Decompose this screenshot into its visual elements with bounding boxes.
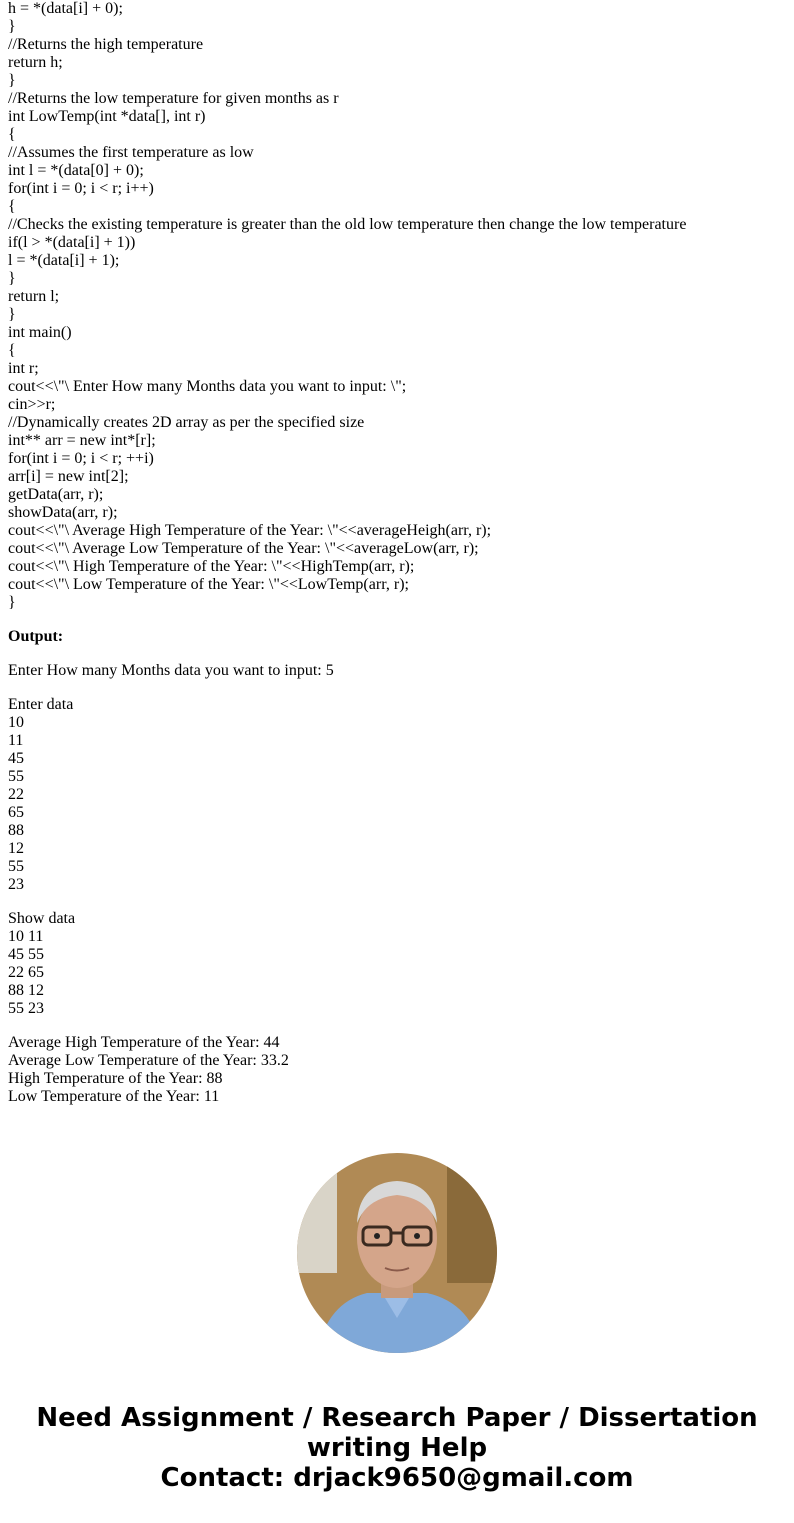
output-line: 12: [8, 840, 24, 857]
document-body: [8, 0, 686, 1106]
footer-line-1: Need Assignment / Research Paper / Dissertation: [36, 1403, 758, 1433]
code-line: l = *(data[i] + 1);: [8, 252, 120, 269]
output-line: 22: [8, 786, 24, 803]
code-line: //Assumes the first temperature as low: [8, 144, 254, 161]
output-heading: Output:: [8, 628, 64, 645]
result-line: Low Temperature of the Year: 11: [8, 1088, 220, 1105]
code-line: int LowTemp(int *data[], int r): [8, 108, 206, 125]
output-line: Show data: [8, 910, 76, 927]
code-line: //Returns the high temperature: [8, 36, 204, 53]
code-line: }: [8, 270, 16, 287]
code-line: {: [8, 126, 16, 143]
code-line: int** arr = new int*[r];: [8, 432, 156, 449]
output-line: 23: [8, 876, 24, 893]
output-line: Enter data: [8, 696, 74, 713]
output-line: 10 11: [8, 928, 44, 945]
code-line: cin>>r;: [8, 396, 56, 413]
code-line: }: [8, 306, 16, 323]
output-line: 88: [8, 822, 24, 839]
output-line: 88 12: [8, 982, 44, 999]
code-line: arr[i] = new int[2];: [8, 468, 129, 485]
results-block: [8, 1034, 686, 1106]
code-line: int main(): [8, 324, 72, 341]
code-line: for(int i = 0; i < r; ++i): [8, 450, 154, 467]
code-line: cout<<\"\ Enter How many Months data you want to input: \";: [8, 378, 407, 395]
output-line: 45 55: [8, 946, 44, 963]
result-line: Average High Temperature of the Year: 44: [8, 1034, 280, 1051]
output-line: 10: [8, 714, 24, 731]
code-line: }: [8, 18, 16, 35]
code-line: cout<<\"\ Average High Temperature of the Year: \"<<averageHeigh(arr, r);: [8, 522, 492, 539]
code-line: //Dynamically creates 2D array as per the specified size: [8, 414, 365, 431]
enter-data-block: [8, 696, 686, 894]
output-line: 65: [8, 804, 24, 821]
code-line: getData(arr, r);: [8, 486, 104, 503]
code-line: if(l > *(data[i] + 1)): [8, 234, 136, 251]
code-line: return h;: [8, 54, 63, 71]
code-line: //Checks the existing temperature is greater than the old low temperature then change the low temperature: [8, 216, 687, 233]
output-line: 55 23: [8, 1000, 44, 1017]
code-line: cout<<\"\ Low Temperature of the Year: \"<<LowTemp(arr, r);: [8, 576, 409, 593]
code-line: cout<<\"\ High Temperature of the Year: \"<<HighTemp(arr, r);: [8, 558, 415, 575]
footer-banner: [0, 1403, 794, 1493]
code-line: showData(arr, r);: [8, 504, 118, 521]
portrait-image: [297, 1153, 497, 1353]
footer-contact: Contact: drjack9650@gmail.com: [160, 1463, 634, 1493]
code-line: return l;: [8, 288, 60, 305]
code-line: int r;: [8, 360, 39, 377]
code-line: }: [8, 72, 16, 89]
prompt-line: Enter How many Months data you want to input: 5: [8, 662, 334, 679]
show-data-block: [8, 910, 686, 1018]
code-line: h = *(data[i] + 0);: [8, 0, 123, 17]
output-line: 45: [8, 750, 24, 767]
output-line: 22 65: [8, 964, 44, 981]
footer-line-2: writing Help: [306, 1433, 488, 1463]
output-line: 11: [8, 732, 24, 749]
code-line: }: [8, 594, 16, 611]
code-block: [8, 0, 686, 612]
author-photo: [297, 1153, 497, 1353]
output-line: 55: [8, 768, 24, 785]
code-line: int l = *(data[0] + 0);: [8, 162, 144, 179]
code-line: cout<<\"\ Average Low Temperature of the Year: \"<<averageLow(arr, r);: [8, 540, 479, 557]
code-line: {: [8, 342, 16, 359]
output-line: 55: [8, 858, 24, 875]
result-line: High Temperature of the Year: 88: [8, 1070, 223, 1087]
result-line: Average Low Temperature of the Year: 33.2: [8, 1052, 289, 1069]
code-line: //Returns the low temperature for given months as r: [8, 90, 339, 107]
code-line: {: [8, 198, 16, 215]
code-line: for(int i = 0; i < r; i++): [8, 180, 154, 197]
